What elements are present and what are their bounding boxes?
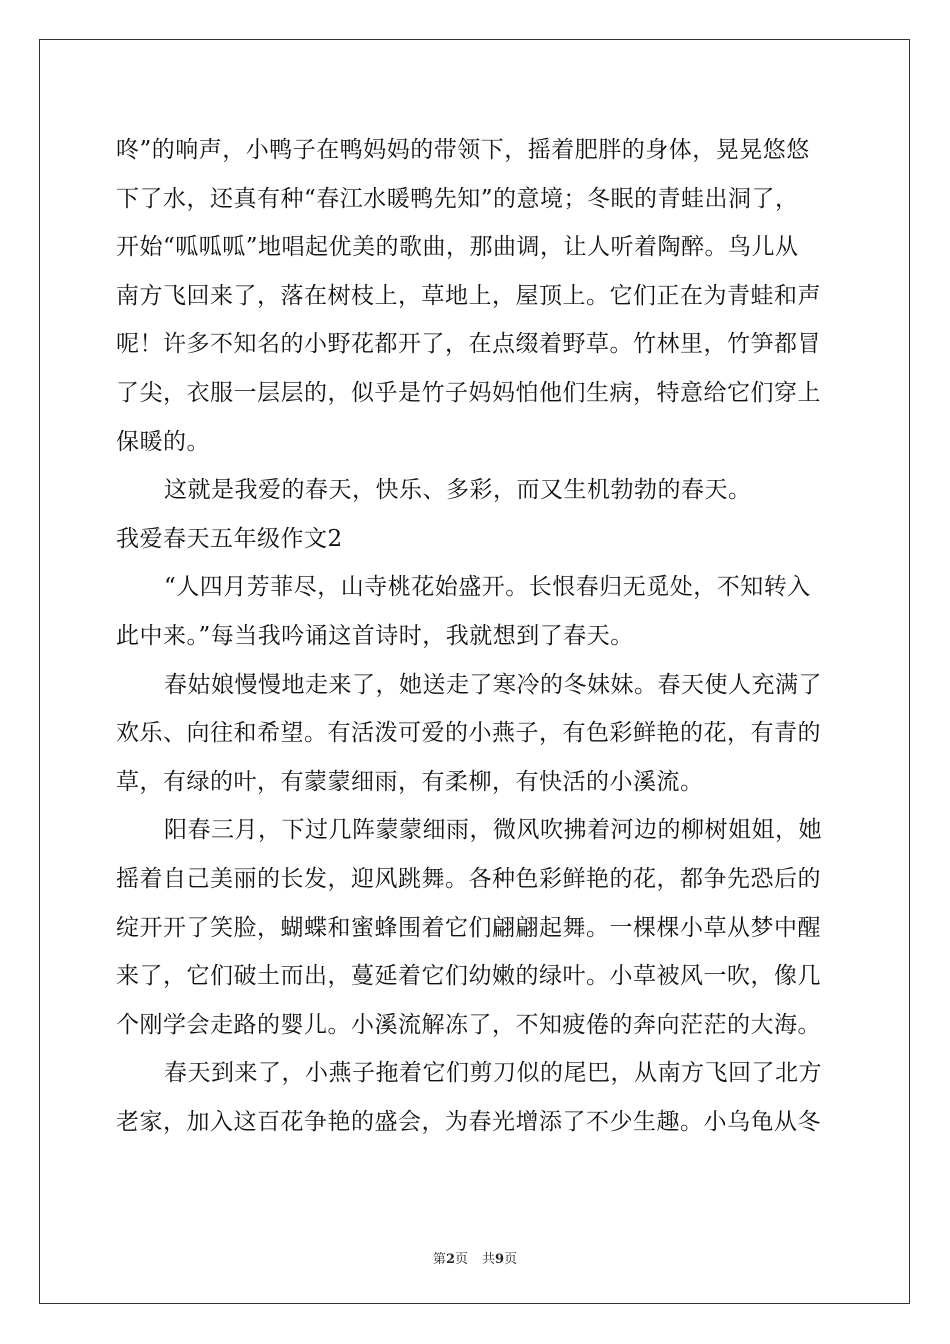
text-line: 我爱春天五年级作文2 (116, 525, 343, 552)
text-line: 咚”的响声，小鸭子在鸭妈妈的带领下，摇着肥胖的身体，晃晃悠悠 (116, 137, 810, 163)
text-line: 这就是我爱的春天，快乐、多彩，而又生机勃勃的春天。 (164, 477, 752, 504)
text-line: 老家，加入这百花争艳的盛会，为春光增添了不少生趣。小乌龟从冬 (116, 1108, 821, 1135)
document-body (116, 126, 836, 1146)
text-line: 个刚学会走路的婴儿。小溪流解冻了，不知疲倦的奔向茫茫的大海。 (116, 1011, 821, 1038)
text-line: “人四月芳菲尽，山寺桃花始盛开。长恨春归无觅处，不知转入 (164, 574, 811, 601)
page-footer (0, 1248, 950, 1267)
text-line: 草，有绿的叶，有蒙蒙细雨，有柔柳，有快活的小溪流。 (116, 768, 704, 795)
text-line: 摇着自己美丽的长发，迎风跳舞。各种色彩鲜艳的花，都争先恐后的 (116, 865, 821, 892)
text-line: 呢！许多不知名的小野花都开了，在点缀着野草。竹林里，竹笋都冒 (116, 331, 821, 358)
page-number: 2 (445, 1252, 455, 1267)
page-prefix: 第 (432, 1252, 446, 1267)
text-line: 此中来。”每当我吟诵这首诗时，我就想到了春天。 (116, 622, 634, 649)
text-line: 绽开开了笑脸，蝴蝶和蜜蜂围着它们翩翩起舞。一棵棵小草从梦中醒 (116, 914, 821, 941)
total-suffix: 页 (504, 1252, 518, 1267)
text-line: 来了，它们破土而出，蔓延着它们幼嫩的绿叶。小草被风一吹，像几 (116, 963, 821, 990)
text-line: 春天到来了，小燕子拖着它们剪刀似的尾巴，从南方飞回了北方 (164, 1060, 822, 1087)
text-line: 保暖的。 (116, 428, 210, 455)
total-prefix: 共 (482, 1252, 496, 1267)
page-suffix: 页 (454, 1252, 468, 1267)
text-line: 了尖，衣服一层层的，似乎是竹子妈妈怕他们生病，特意给它们穿上 (116, 379, 821, 406)
total-pages: 9 (495, 1252, 505, 1267)
text-line: 南方飞回来了，落在树枝上，草地上，屋顶上。它们正在为青蛙和声 (116, 282, 821, 309)
text-line: 阳春三月，下过几阵蒙蒙细雨，微风吹拂着河边的柳树姐姐，她 (164, 817, 822, 844)
text-line: 下了水，还真有种“春江水暖鸭先知”的意境；冬眠的青蛙出洞了， (116, 185, 799, 212)
text-line: 欢乐、向往和希望。有活泼可爱的小燕子，有色彩鲜艳的花，有青的 (116, 720, 821, 747)
text-line: 开始“呱呱呱”地唱起优美的歌曲，那曲调，让人听着陶醉。鸟儿从 (116, 234, 799, 261)
text-line: 春姑娘慢慢地走来了，她送走了寒冷的冬妹妹。春天使人充满了 (164, 671, 822, 698)
